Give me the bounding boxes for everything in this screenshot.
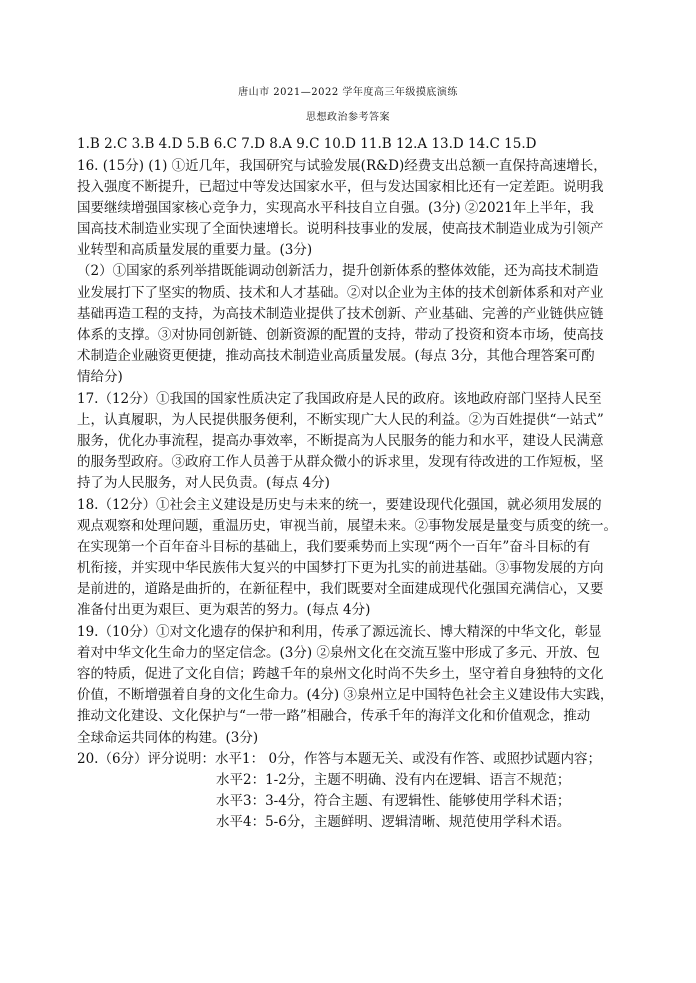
text-line: 容的特质，促进了文化自信；跨越千年的泉州文化时尚不失乡土，坚守着自身独特的文化: [77, 666, 604, 682]
text-line: 情给分): [77, 369, 123, 385]
text-line: 观点观察和处理问题，重温历史，审视当前，展望未来。②事物发展是量变与质变的统一。: [77, 518, 617, 534]
scoring-line: 水平3：3-4分，符合主题、有逻辑性、能够使用学科术语；: [216, 793, 571, 809]
text-line: 基础再造工程的支持，为高技术制造业提供了技术创新、产业基础、完善的产业链供应链: [77, 306, 604, 322]
scoring-line: 水平4：5-6分，主题鲜明、逻辑清晰、规范使用学科术语。: [216, 814, 571, 830]
text-line: 19.（10分）①对文化遗存的保护和利用，传承了源远流长、博大精深的中华文化，彰显: [77, 624, 602, 640]
text-line: 17.（12分）①我国的国家性质决定了我国政府是人民的政府。该地政府部门坚持人民至: [77, 391, 602, 407]
text-line: 着对中华文化生命力的坚定信念。(3分) ②泉州文化在交流互鉴中形成了多元、开放、包: [77, 645, 600, 661]
text-line: 准备付出更为艰巨、更为艰苦的努力。(每点 4分): [77, 602, 371, 618]
text-line: 上，认真履职，为人民提供服务便利，不断实现广大人民的利益。②为百姓提供“一站式”: [77, 412, 604, 428]
text-line: 术制造企业融资更便捷，推动高技术制造业高质量发展。(每点 3分，其他合理答案可酌: [77, 348, 595, 364]
text-line: 全球命运共同体的构建。(3分): [77, 730, 259, 746]
document-title: 唐山市 2021—2022 学年度高三年级摸底演练: [238, 87, 458, 98]
text-line: （2）①国家的系列举措既能调动创新活力，提升创新体系的整体效能，还为高技术制造: [77, 263, 599, 279]
text-line: 持了为人民服务，对人民负责。(每点 4分): [77, 475, 330, 491]
scoring-line: 20.（6分）评分说明：水平1： 0分，作答与本题无关、或没有作答、或照抄试题内容；: [77, 751, 602, 767]
text-line: 16. (15分) (1) ①近几年，我国研究与试验发展(R&D)经费支出总额一直保持高速增长，: [77, 158, 607, 174]
text-line: 投入强度不断提升，已超过中等发达国家水平，但与发达国家相比还有一定差距。说明我: [77, 179, 604, 195]
text-line: 在实现第一个百年奋斗目标的基础上，我们要乘势而上实现“两个一百年”奋斗目标的有: [77, 539, 591, 555]
text-line: 业转型和高质量发展的重要力量。(3分): [77, 242, 313, 258]
document-subtitle: 思想政治参考答案: [306, 112, 390, 123]
text-line: 国要继续增强国家核心竞争力，实现高水平科技自立自强。(3分) ②2021年上半年，我: [77, 200, 594, 216]
text-line: 服务，优化办事流程，提高办事效率，不断提高为人民服务的能力和水平，建设人民满意: [77, 433, 604, 449]
text-line: 业发展打下了坚实的物质、技术和人才基础。②对以企业为主体的技术创新体系和对产业: [77, 285, 604, 301]
text-line: 机衔接，并实现中华民族伟大复兴的中国梦打下更为扎实的前进基础。③事物发展的方向: [77, 560, 604, 576]
text-line: 体系的支撑。③对协同创新链、创新资源的配置的支持，带动了投资和资本市场，使高技: [77, 327, 604, 343]
text-line: 的服务型政府。③政府工作人员善于从群众微小的诉求里，发现有待改进的工作短板，坚: [77, 454, 604, 470]
scoring-line: 水平2：1-2分，主题不明确、没有内在逻辑、语言不规范；: [216, 772, 571, 788]
answer-key-mc: 1.B 2.C 3.B 4.D 5.B 6.C 7.D 8.A 9.C 10.D 11.B 12.A 13.D 14.C 15.D: [77, 136, 537, 152]
text-line: 是前进的，道路是曲折的，在新征程中，我们既要对全面建成现代化强国充满信心，又要: [77, 581, 604, 597]
text-line: 价值，不断增强着自身的文化生命力。(4分) ③泉州立足中国特色社会主义建设伟大实践，: [77, 687, 614, 703]
text-line: 国高技术制造业实现了全面快速增长。说明科技事业的发展，使高技术制造业成为引领产: [77, 221, 604, 237]
text-line: 推动文化建设、文化保护与“一带一路”相融合，传承千年的海洋文化和价值观念，推动: [77, 708, 591, 724]
text-line: 18.（12分）①社会主义建设是历史与未来的统一，要建设现代化强国，就必须用发展的: [77, 497, 602, 513]
